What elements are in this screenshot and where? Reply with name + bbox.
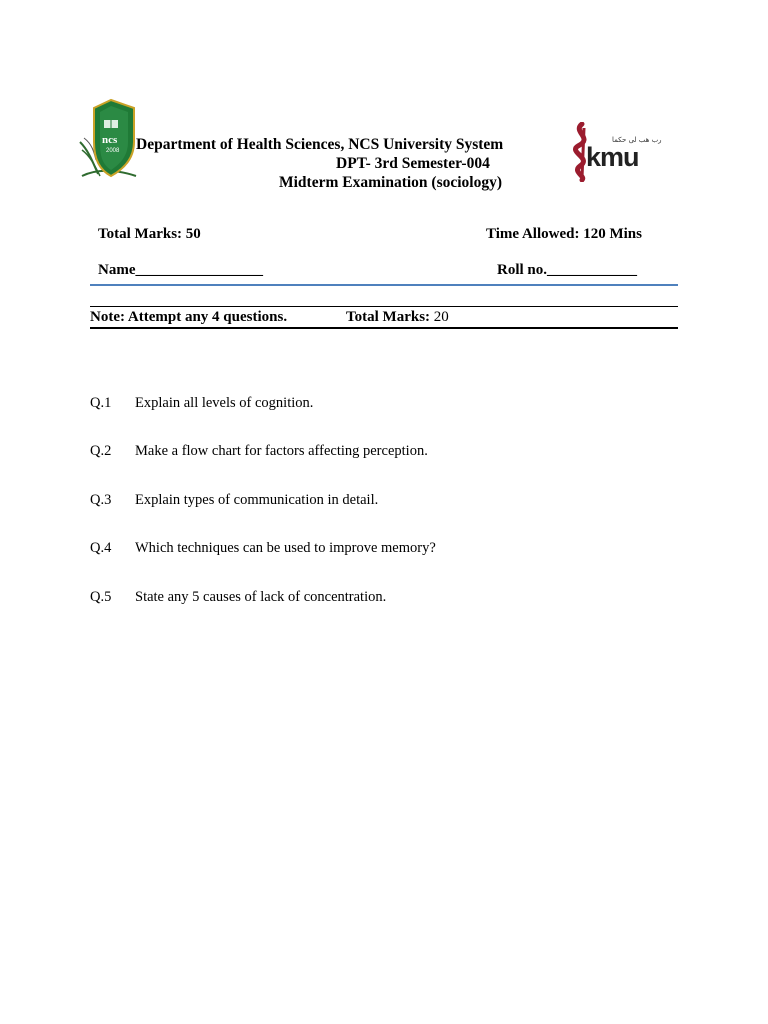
header-exam-title: Midterm Examination (sociology): [279, 174, 503, 191]
kmu-logo-text: kmu: [586, 142, 639, 172]
question-number: Q.2: [90, 443, 112, 459]
note-marks: [346, 309, 449, 326]
question-number: Q.4: [90, 540, 112, 556]
question-text: Make a flow chart for factors affecting perception.: [135, 443, 428, 459]
name-field[interactable]: Name_________________: [98, 262, 263, 278]
question-number: Q.5: [90, 589, 112, 605]
note-marks-label: Total Marks:: [346, 309, 431, 325]
roll-number-field[interactable]: Roll no.____________: [497, 262, 638, 278]
question-text: Explain types of communication in detail.: [135, 492, 379, 508]
question-number: Q.3: [90, 492, 112, 508]
kmu-tagline: رب هب لی حکما: [612, 136, 662, 144]
question-number: Q.1: [90, 395, 112, 411]
question-2: [90, 443, 428, 460]
header-institution: Department of Health Sciences, NCS University System: [136, 136, 504, 153]
blue-divider: [90, 284, 678, 286]
question-1: [90, 395, 313, 412]
header-semester: DPT- 3rd Semester-004: [336, 155, 490, 172]
note-bottom-rule: [90, 327, 678, 329]
ncs-logo-year: 2008: [106, 148, 120, 154]
question-4: [90, 540, 436, 557]
question-text: Which techniques can be used to improve memory?: [135, 540, 436, 556]
total-marks: Total Marks: 50: [98, 226, 201, 242]
question-text: State any 5 causes of lack of concentration.: [135, 589, 387, 605]
time-allowed: Time Allowed: 120 Mins: [486, 226, 642, 242]
note-row: [90, 309, 678, 326]
ncs-logo-text: ncs: [102, 134, 118, 146]
question-text: Explain all levels of cognition.: [135, 395, 314, 411]
note-top-rule: [90, 306, 678, 307]
question-3: [90, 492, 378, 509]
question-5: [90, 589, 386, 606]
kmu-logo: [568, 122, 662, 182]
ncs-logo: [78, 98, 140, 182]
note-text: Note: Attempt any 4 questions.: [90, 309, 288, 325]
note-marks-value: 20: [430, 309, 449, 325]
